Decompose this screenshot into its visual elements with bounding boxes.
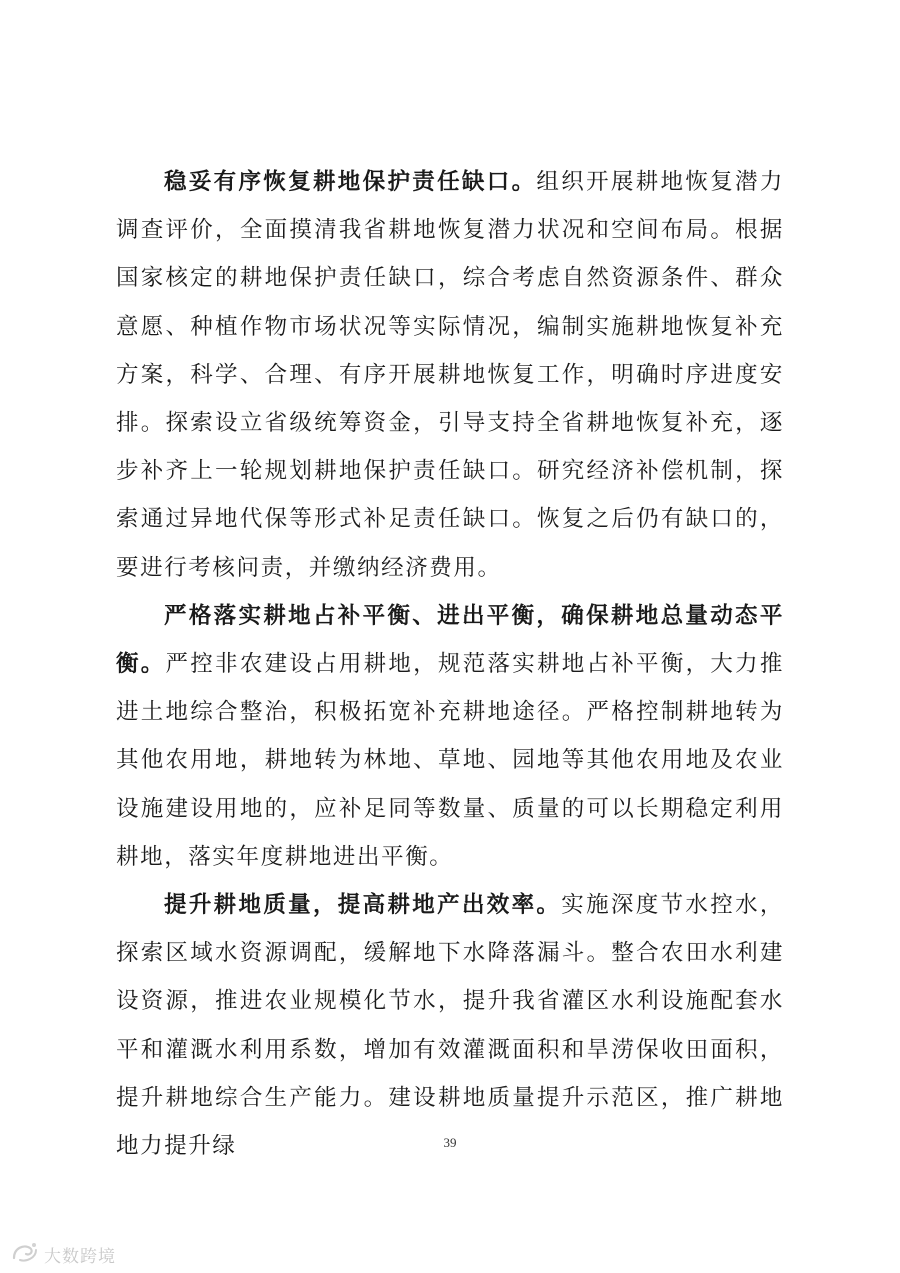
paragraph-restore-farmland [116,158,784,592]
logo-swirl-icon [10,1240,40,1268]
paragraph-lead: 稳妥有序恢复耕地保护责任缺口。 [164,169,537,195]
watermark-text: 大数跨境 [44,1246,116,1267]
paragraph-text: 组织开展耕地恢复潜力调查评价，全面摸清我省耕地恢复潜力状况和空间布局。根据国家核定的耕地保护责任缺口，综合考虑自然资源条件、群众意愿、种植作物市场状况等实际情况，编制实施耕地恢复补充方案，科学、合理、有序开展耕地恢复工作，明确时序进度安排。探索设立省级统筹资金，引导支持全省耕地恢复补充，逐步补齐上一轮规划耕地保护责任缺口。研究经济补偿机制，探索通过异地代保等形式补足责任缺口。恢复之后仍有缺口的，要进行考核问责，并缴纳经济费用。 [116,169,784,581]
paragraph-text: 实施深度节水控水，探索区域水资源调配，缓解地下水降落漏斗。整合农田水利建设资源，推进农业规模化节水，提升我省灌区水利设施配套水平和灌溉水利用系数，增加有效灌溉面积和旱涝保收田面积，提升耕地综合生产能力。建设耕地质量提升示范区，推广耕地地力提升绿 [116,892,784,1160]
page-number: 39 [443,1135,457,1150]
paragraph-lead: 严格落实耕地占补平衡、进出平衡，确保耕地总量动态平衡。 [116,602,784,678]
watermark [10,1240,116,1268]
paragraph-text: 严控非农建设占用耕地，规范落实耕地占补平衡，大力推进土地综合整治，积极拓宽补充耕地途径。严格控制耕地转为其他农用地，耕地转为林地、草地、园地等其他农用地及农业设施建设用地的，应补足同等数量、质量的可以长期稳定利用耕地，落实年度耕地进出平衡。 [116,651,784,870]
paragraph-balance-farmland [116,592,784,881]
paragraph-lead: 提升耕地质量，提高耕地产出效率。 [164,892,562,919]
document-body [116,158,784,1170]
paragraph-improve-quality [116,881,784,1170]
